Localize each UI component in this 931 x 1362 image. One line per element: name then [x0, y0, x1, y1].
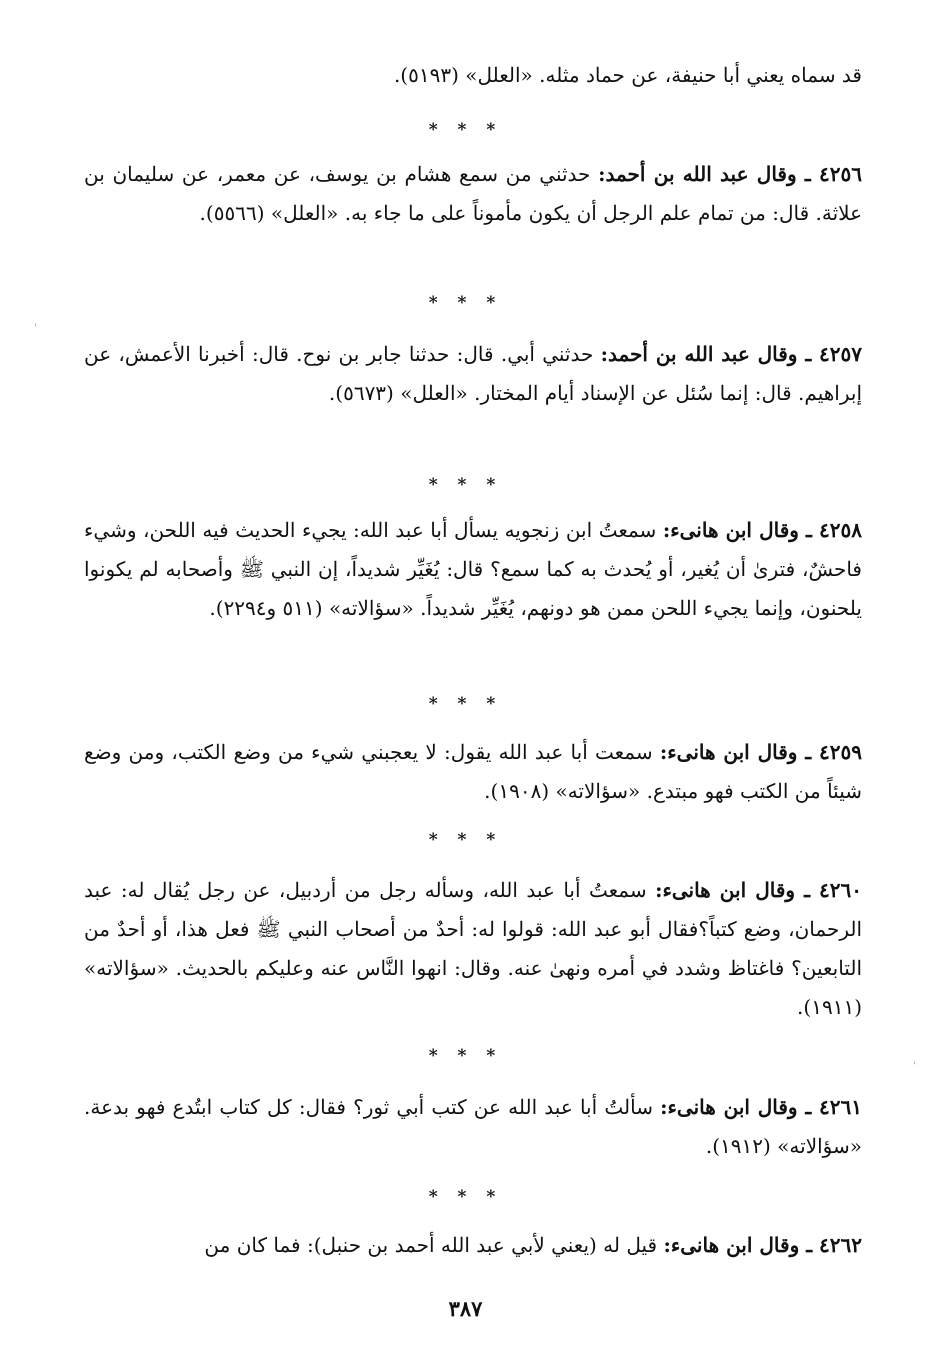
entry-4257 [84, 335, 862, 413]
entry-body: سمعتُ أبا عبد الله، وسأله رجل من أردبيل، عن رجل يُقال له: عبد الرحمان، وضع كتباً؟فقال أبو عبد الله: قولوا له: أحدٌ من أصحاب النبي ﷺ فعل هذا، أو أحدٌ من التابعين؟ فاغتاظ وشدد في أمره ونهىٰ عنه. وقال: انهوا النَّاس عنه وعليكم بالحديث. «سؤالاته» (١٩١١). [84, 878, 862, 1019]
entry-body: حدثني أبي. قال: حدثنا جابر بن نوح. قال: أخبرنا الأعمش، عن إبراهيم. قال: إنما سُئل عن الإسناد أيام المختار. «العلل» (٥٦٧٣). [84, 342, 862, 405]
margin-mark: ' [913, 1061, 916, 1072]
entry-heading: ٤٢٥٧ ـ وقال عبد الله بن أحمد: [600, 342, 862, 366]
entry-4261 [84, 1088, 862, 1166]
entry-4256 [84, 155, 862, 233]
entry-body: سمعتُ ابن زنجويه يسأل أبا عبد الله: يجيء الحديث فيه اللحن، وشيء فاحشٌ، فترىٰ أن يُغير، أو يُحدث به كما سمع؟ قال: يُغَيِّر شديداً، إن النبي ﷺ وأصحابه لم يكونوا يلحنون، وإنما يجيء اللحن ممن هو دونهم، يُغَيِّر شديداً. «سؤالاته» (٥١١ و٢٢٩٤). [84, 518, 862, 620]
section-separator: * * * [428, 120, 503, 140]
entry-heading: ٤٢٥٦ ـ وقال عبد الله بن أحمد: [598, 162, 862, 186]
entry-heading: ٤٢٦١ ـ وقال ابن هانىء: [660, 1095, 862, 1119]
entry-body: قيل له (يعني لأبي عبد الله أحمد بن حنبل): فما كان من [204, 1233, 664, 1257]
section-separator: * * * [428, 475, 503, 495]
entry-body: سألتُ أبا عبد الله عن كتب أبي ثور؟ فقال: كل كتاب ابتُدع فهو بدعة. «سؤالاته» (١٩١٢). [84, 1095, 862, 1158]
intro-paragraph: قد سماه يعني أبا حنيفة، عن حماد مثله. «العلل» (٥١٩٣). [393, 63, 862, 87]
margin-mark: ' [34, 323, 37, 334]
entry-heading: ٤٢٦٢ ـ وقال ابن هانىء: [663, 1233, 862, 1257]
entry-heading: ٤٢٥٩ ـ وقال ابن هانىء: [659, 740, 862, 764]
entry-4260 [84, 871, 862, 1027]
entry-heading: ٤٢٦٠ ـ وقال ابن هانىء: [655, 878, 862, 902]
section-separator: * * * [428, 293, 503, 313]
section-separator: * * * [428, 694, 503, 714]
entry-4262 [84, 1226, 862, 1265]
entry-body: سمعت أبا عبد الله يقول: لا يعجبني شيء من وضع الكتب، ومن وضع شيئاً من الكتب فهو مبتدع. «سؤالاته» (١٩٠٨). [84, 740, 862, 803]
section-separator: * * * [428, 830, 503, 850]
section-separator: * * * [428, 1187, 503, 1207]
entry-heading: ٤٢٥٨ ـ وقال ابن هانىء: [662, 518, 862, 542]
page-number: ٣٨٧ [448, 1296, 483, 1321]
entry-4258 [84, 511, 862, 628]
entry-4259 [84, 733, 862, 811]
section-separator: * * * [428, 1046, 503, 1066]
entry-body: حدثني من سمع هشام بن يوسف، عن معمر، عن سليمان بن علاثة. قال: من تمام علم الرجل أن يكون مأموناً على ما جاء به. «العلل» (٥٥٦٦). [84, 162, 862, 225]
